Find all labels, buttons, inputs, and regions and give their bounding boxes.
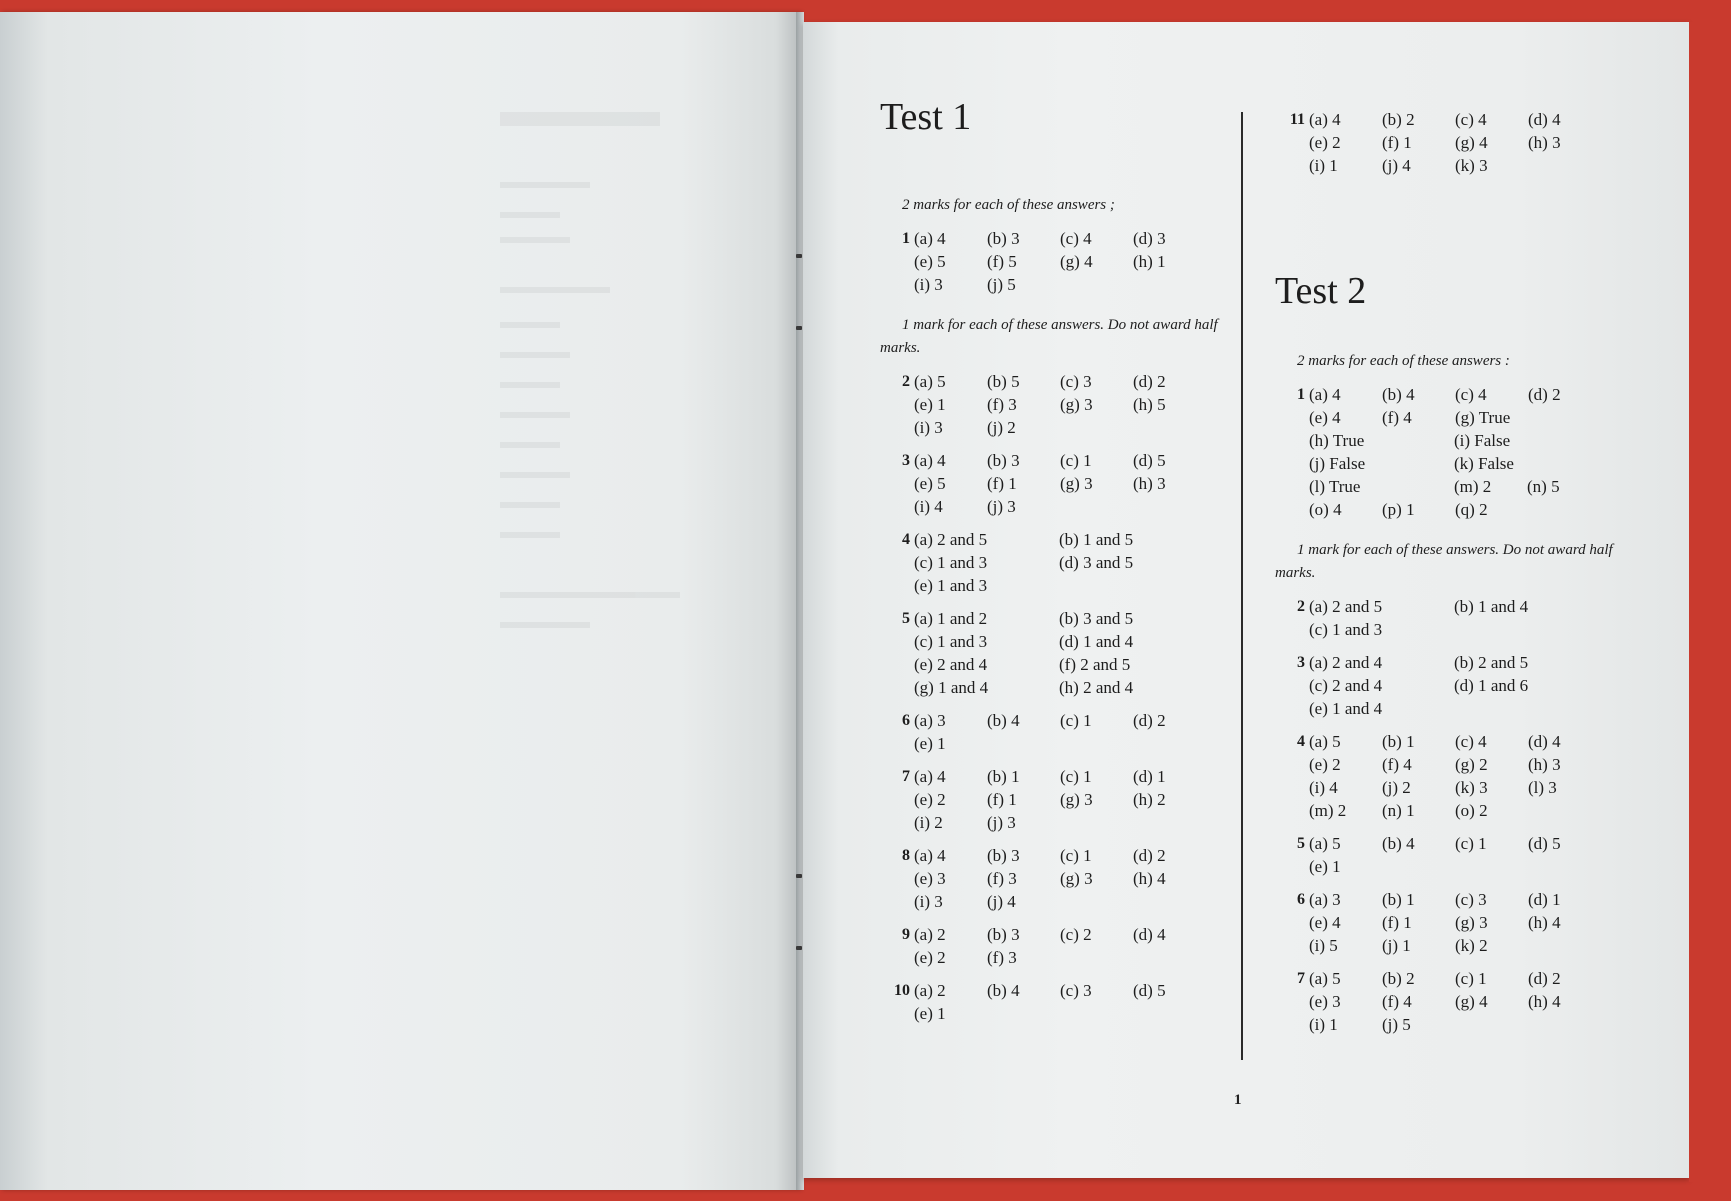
answer-item: (i) 3 xyxy=(914,892,943,911)
answer-item: (g) 3 xyxy=(1455,913,1488,932)
answer-item: (h) 1 xyxy=(1133,252,1166,271)
answer-row xyxy=(1309,990,1635,1013)
answer-item: (c) 4 xyxy=(1455,110,1487,129)
answer-item: (e) 4 xyxy=(1309,913,1341,932)
answer-item: (c) 2 and 4 xyxy=(1309,676,1383,695)
answer-row xyxy=(914,979,1230,1002)
answer-item: (f) 3 xyxy=(987,869,1017,888)
answer-item: (d) 5 xyxy=(1528,834,1561,853)
answer-item: (a) 4 xyxy=(1309,110,1341,129)
answer-row xyxy=(914,811,1230,834)
answer-item: (h) 4 xyxy=(1528,913,1561,932)
test2-question-4 xyxy=(1275,730,1635,822)
answer-row xyxy=(1309,674,1635,697)
answer-item: (n) 5 xyxy=(1527,477,1560,496)
answer-item: (d) 1 xyxy=(1133,767,1166,786)
answer-row xyxy=(1309,383,1635,406)
answer-item: (o) 2 xyxy=(1455,801,1488,820)
test2-question-6 xyxy=(1275,888,1635,957)
answer-row xyxy=(914,676,1230,699)
answer-item: (n) 1 xyxy=(1382,801,1415,820)
answer-row xyxy=(914,528,1230,551)
answer-row xyxy=(914,273,1230,296)
answer-row xyxy=(914,732,1230,755)
answer-row xyxy=(1309,595,1635,618)
answer-item: (b) 4 xyxy=(987,711,1020,730)
answer-item: (j) 5 xyxy=(987,275,1016,294)
answer-item: (b) 1 xyxy=(1382,890,1415,909)
answer-item: (d) 2 xyxy=(1528,385,1561,404)
answer-item: (e) 1 and 4 xyxy=(1309,699,1383,718)
answer-item: (a) 4 xyxy=(914,451,946,470)
answer-item: (f) 5 xyxy=(987,252,1017,271)
answer-row xyxy=(914,788,1230,811)
answer-item: (d) 1 and 4 xyxy=(1059,632,1134,651)
staple xyxy=(796,326,802,330)
answer-item: (c) 1 xyxy=(1060,711,1092,730)
answer-item: (c) 1 and 3 xyxy=(914,553,988,572)
answer-row xyxy=(1309,753,1635,776)
answer-item: (g) 2 xyxy=(1455,755,1488,774)
answer-row xyxy=(914,495,1230,518)
answer-row xyxy=(914,1002,1230,1025)
test1-question-9 xyxy=(880,923,1230,969)
answer-item: (b) 3 xyxy=(987,925,1020,944)
answer-item: (d) 5 xyxy=(1133,981,1166,1000)
answer-item: (b) 4 xyxy=(1382,834,1415,853)
staple xyxy=(796,874,802,878)
answer-row xyxy=(914,844,1230,867)
question-number: 8 xyxy=(902,847,910,864)
answer-item: (i) 1 xyxy=(1309,1015,1338,1034)
test2-question-7 xyxy=(1275,967,1635,1036)
test1-instruction-2marks: 2 marks for each of these answers ; xyxy=(902,197,1115,213)
answer-row xyxy=(1309,429,1635,452)
answer-item: (h) 2 and 4 xyxy=(1059,678,1134,697)
answer-item: (c) 1 xyxy=(1060,451,1092,470)
answer-item: (e) 1 xyxy=(1309,857,1341,876)
test2-question-2 xyxy=(1275,595,1635,641)
answer-item: (d) 2 xyxy=(1133,372,1166,391)
test1-column xyxy=(880,98,1230,1025)
answer-item: (b) 2 and 5 xyxy=(1454,653,1529,672)
answer-item: (j) 4 xyxy=(1382,156,1411,175)
column-divider xyxy=(1241,112,1243,1060)
answer-item: (d) 5 xyxy=(1133,451,1166,470)
test2-instruction-1mark: 1 mark for each of these answers. Do not award half marks. xyxy=(1275,542,1613,581)
answer-item: (c) 1 xyxy=(1455,834,1487,853)
answer-row xyxy=(1309,799,1635,822)
answer-item: (a) 2 xyxy=(914,981,946,1000)
answer-item: (g) 3 xyxy=(1060,869,1093,888)
test1-question-11 xyxy=(1275,108,1635,177)
answer-item: (q) 2 xyxy=(1455,500,1488,519)
test1-question-4 xyxy=(880,528,1230,597)
answer-row xyxy=(914,551,1230,574)
answer-item: (d) 1 xyxy=(1528,890,1561,909)
question-number: 11 xyxy=(1289,111,1305,128)
answer-item: (j) 2 xyxy=(1382,778,1411,797)
answer-row xyxy=(914,574,1230,597)
answer-item: (c) 4 xyxy=(1455,385,1487,404)
answer-item: (b) 1 and 4 xyxy=(1454,597,1529,616)
answer-item: (m) 2 xyxy=(1454,477,1492,496)
answer-row xyxy=(914,393,1230,416)
answer-row xyxy=(1309,730,1635,753)
test1-question-6 xyxy=(880,709,1230,755)
answer-item: (b) 3 xyxy=(987,451,1020,470)
answer-item: (a) 5 xyxy=(1309,732,1341,751)
answer-item: (e) 1 and 3 xyxy=(914,576,988,595)
answer-item: (a) 4 xyxy=(1309,385,1341,404)
answer-item: (l) True xyxy=(1309,477,1361,496)
question-number: 5 xyxy=(1297,835,1305,852)
answer-item: (j) 3 xyxy=(987,497,1016,516)
answer-item: (d) 3 xyxy=(1133,229,1166,248)
test1-title: Test 1 xyxy=(880,96,972,138)
answer-row xyxy=(1309,108,1635,131)
test1-question-7 xyxy=(880,765,1230,834)
answer-row xyxy=(1309,154,1635,177)
answer-item: (e) 1 xyxy=(914,395,946,414)
answer-item: (d) 2 xyxy=(1528,969,1561,988)
answer-row xyxy=(1309,855,1635,878)
answer-item: (f) 1 xyxy=(987,474,1017,493)
staple xyxy=(796,254,802,258)
answer-item: (g) 4 xyxy=(1455,992,1488,1011)
answer-item: (f) 3 xyxy=(987,395,1017,414)
answer-item: (c) 1 xyxy=(1060,767,1092,786)
answer-item: (p) 1 xyxy=(1382,500,1415,519)
answer-item: (l) 3 xyxy=(1528,778,1557,797)
answer-item: (c) 4 xyxy=(1060,229,1092,248)
answer-item: (b) 3 xyxy=(987,229,1020,248)
answer-item: (g) 3 xyxy=(1060,474,1093,493)
answer-item: (h) 5 xyxy=(1133,395,1166,414)
answer-item: (a) 3 xyxy=(1309,890,1341,909)
test1-question-5 xyxy=(880,607,1230,699)
answer-item: (i) 5 xyxy=(1309,936,1338,955)
answer-item: (k) 3 xyxy=(1455,156,1488,175)
answer-row xyxy=(1309,697,1635,720)
answer-item: (d) 2 xyxy=(1133,711,1166,730)
answer-row xyxy=(914,370,1230,393)
answer-item: (a) 4 xyxy=(914,767,946,786)
answer-row xyxy=(1309,934,1635,957)
answer-row xyxy=(1309,498,1635,521)
question-number: 1 xyxy=(1297,386,1305,403)
answer-item: (f) 1 xyxy=(987,790,1017,809)
answer-item: (e) 2 xyxy=(1309,755,1341,774)
answer-item: (c) 4 xyxy=(1455,732,1487,751)
answer-item: (a) 1 and 2 xyxy=(914,609,988,628)
question-number: 4 xyxy=(902,531,910,548)
left-page xyxy=(0,12,800,1190)
answer-item: (b) 3 xyxy=(987,846,1020,865)
answer-item: (b) 2 xyxy=(1382,969,1415,988)
background-edge xyxy=(1689,22,1731,1182)
answer-item: (e) 2 and 4 xyxy=(914,655,988,674)
question-number: 5 xyxy=(902,610,910,627)
answer-row xyxy=(914,416,1230,439)
answer-row xyxy=(914,449,1230,472)
test1-question-2 xyxy=(880,370,1230,439)
question-number: 2 xyxy=(1297,598,1305,615)
answer-item: (a) 2 and 5 xyxy=(914,530,988,549)
answer-item: (j) False xyxy=(1309,454,1366,473)
answer-item: (c) 1 and 3 xyxy=(1309,620,1383,639)
test1-question-10 xyxy=(880,979,1230,1025)
answer-item: (b) 4 xyxy=(1382,385,1415,404)
test1-question-3 xyxy=(880,449,1230,518)
answer-item: (j) 4 xyxy=(987,892,1016,911)
answer-item: (d) 4 xyxy=(1528,732,1561,751)
answer-item: (h) 4 xyxy=(1528,992,1561,1011)
answer-item: (b) 3 and 5 xyxy=(1059,609,1134,628)
answer-item: (b) 1 xyxy=(1382,732,1415,751)
question-number: 4 xyxy=(1297,733,1305,750)
question-number: 6 xyxy=(1297,891,1305,908)
answer-row xyxy=(914,472,1230,495)
answer-item: (e) 1 xyxy=(914,1004,946,1023)
answer-item: (j) 1 xyxy=(1382,936,1411,955)
answer-row xyxy=(914,765,1230,788)
question-number: 6 xyxy=(902,712,910,729)
test2-question-5 xyxy=(1275,832,1635,878)
staple xyxy=(796,946,802,950)
test1-question-1 xyxy=(880,227,1230,296)
answer-row xyxy=(1309,967,1635,990)
answer-row xyxy=(914,867,1230,890)
answer-item: (b) 5 xyxy=(987,372,1020,391)
answer-item: (a) 2 and 4 xyxy=(1309,653,1383,672)
answer-item: (b) 4 xyxy=(987,981,1020,1000)
answer-item: (f) 2 and 5 xyxy=(1059,655,1131,674)
answer-row xyxy=(1309,131,1635,154)
answer-row xyxy=(1309,888,1635,911)
answer-item: (o) 4 xyxy=(1309,500,1342,519)
test2-instruction-2marks: 2 marks for each of these answers : xyxy=(1297,353,1510,369)
answer-item: (g) 4 xyxy=(1455,133,1488,152)
answer-item: (g) 3 xyxy=(1060,790,1093,809)
answer-item: (a) 5 xyxy=(1309,834,1341,853)
answer-item: (c) 1 xyxy=(1060,846,1092,865)
test2-title: Test 2 xyxy=(1275,270,1367,312)
answer-row xyxy=(914,653,1230,676)
answer-item: (c) 1 and 3 xyxy=(914,632,988,651)
answer-item: (g) 4 xyxy=(1060,252,1093,271)
answer-item: (a) 5 xyxy=(1309,969,1341,988)
answer-row xyxy=(914,946,1230,969)
answer-item: (h) 2 xyxy=(1133,790,1166,809)
answer-item: (g) 1 and 4 xyxy=(914,678,989,697)
answer-item: (f) 1 xyxy=(1382,913,1412,932)
answer-item: (b) 1 and 5 xyxy=(1059,530,1134,549)
answer-item: (d) 4 xyxy=(1133,925,1166,944)
answer-row xyxy=(914,890,1230,913)
answer-row xyxy=(914,923,1230,946)
answer-item: (j) 5 xyxy=(1382,1015,1411,1034)
answer-item: (a) 3 xyxy=(914,711,946,730)
question-number: 10 xyxy=(894,982,910,999)
answer-item: (d) 1 and 6 xyxy=(1454,676,1529,695)
test2-question-3 xyxy=(1275,651,1635,720)
answer-item: (h) 3 xyxy=(1528,755,1561,774)
test2-column xyxy=(1275,108,1635,1036)
answer-item: (c) 3 xyxy=(1455,890,1487,909)
answer-row xyxy=(914,630,1230,653)
answer-row xyxy=(1309,475,1635,498)
answer-item: (i) 4 xyxy=(914,497,943,516)
test1-instruction-1mark: 1 mark for each of these answers. Do not award half marks. xyxy=(880,317,1218,356)
answer-row xyxy=(914,227,1230,250)
answer-item: (i) 3 xyxy=(914,275,943,294)
answer-row xyxy=(1309,651,1635,674)
bleed-through-text xyxy=(500,72,760,672)
answer-item: (e) 5 xyxy=(914,474,946,493)
answer-item: (i) 1 xyxy=(1309,156,1338,175)
answer-item: (h) 3 xyxy=(1528,133,1561,152)
answer-item: (k) False xyxy=(1454,454,1514,473)
question-number: 7 xyxy=(902,768,910,785)
answer-item: (i) 2 xyxy=(914,813,943,832)
answer-item: (h) 3 xyxy=(1133,474,1166,493)
answer-item: (a) 2 xyxy=(914,925,946,944)
answer-item: (b) 2 xyxy=(1382,110,1415,129)
answer-item: (e) 1 xyxy=(914,734,946,753)
answer-item: (d) 3 and 5 xyxy=(1059,553,1134,572)
answer-item: (d) 4 xyxy=(1528,110,1561,129)
answer-item: (i) 4 xyxy=(1309,778,1338,797)
question-number: 3 xyxy=(902,452,910,469)
answer-item: (a) 4 xyxy=(914,229,946,248)
answer-item: (a) 2 and 5 xyxy=(1309,597,1383,616)
question-number: 3 xyxy=(1297,654,1305,671)
answer-item: (c) 2 xyxy=(1060,925,1092,944)
question-number: 1 xyxy=(902,230,910,247)
question-number: 9 xyxy=(902,926,910,943)
answer-item: (h) 4 xyxy=(1133,869,1166,888)
answer-row xyxy=(1309,452,1635,475)
answer-item: (j) 2 xyxy=(987,418,1016,437)
answer-item: (e) 3 xyxy=(1309,992,1341,1011)
answer-item: (e) 2 xyxy=(1309,133,1341,152)
answer-item: (f) 4 xyxy=(1382,408,1412,427)
page-number: 1 xyxy=(1234,1092,1242,1108)
answer-item: (m) 2 xyxy=(1309,801,1347,820)
answer-row xyxy=(1309,1013,1635,1036)
answer-item: (d) 2 xyxy=(1133,846,1166,865)
answer-row xyxy=(914,709,1230,732)
answer-item: (e) 2 xyxy=(914,948,946,967)
answer-item: (f) 4 xyxy=(1382,755,1412,774)
answer-item: (b) 1 xyxy=(987,767,1020,786)
answer-row xyxy=(1309,911,1635,934)
answer-item: (j) 3 xyxy=(987,813,1016,832)
answer-item: (k) 3 xyxy=(1455,778,1488,797)
answer-item: (a) 4 xyxy=(914,846,946,865)
question-number: 2 xyxy=(902,373,910,390)
answer-item: (f) 1 xyxy=(1382,133,1412,152)
answer-item: (e) 3 xyxy=(914,869,946,888)
answer-row xyxy=(914,607,1230,630)
answer-item: (c) 3 xyxy=(1060,372,1092,391)
answer-row xyxy=(914,250,1230,273)
test1-question-8 xyxy=(880,844,1230,913)
answer-item: (c) 1 xyxy=(1455,969,1487,988)
answer-item: (g) 3 xyxy=(1060,395,1093,414)
answer-item: (h) True xyxy=(1309,431,1365,450)
answer-item: (f) 4 xyxy=(1382,992,1412,1011)
answer-row xyxy=(1309,832,1635,855)
answer-item: (f) 3 xyxy=(987,948,1017,967)
answer-row xyxy=(1309,776,1635,799)
question-number: 7 xyxy=(1297,970,1305,987)
answer-item: (e) 5 xyxy=(914,252,946,271)
answer-row xyxy=(1309,618,1635,641)
answer-item: (i) 3 xyxy=(914,418,943,437)
answer-item: (c) 3 xyxy=(1060,981,1092,1000)
test2-question-1 xyxy=(1275,383,1635,521)
answer-item: (e) 2 xyxy=(914,790,946,809)
answer-item: (k) 2 xyxy=(1455,936,1488,955)
answer-item: (g) True xyxy=(1455,408,1511,427)
answer-item: (e) 4 xyxy=(1309,408,1341,427)
answer-item: (i) False xyxy=(1454,431,1511,450)
answer-row xyxy=(1309,406,1635,429)
answer-item: (a) 5 xyxy=(914,372,946,391)
